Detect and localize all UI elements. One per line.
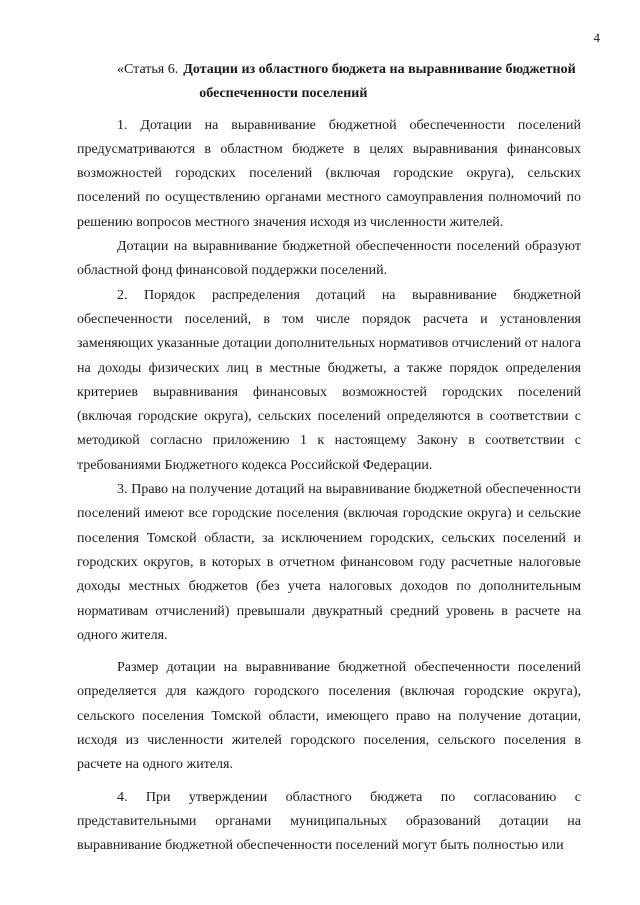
paragraph-3-continuation: Размер дотации на выравнивание бюджетной обеспеченности поселений определяется для каждого городского поселения (включая городские округа), сельского поселения Томской области, имеющего право на получение дотации, исходя из численности жителей городского поселения, сельского поселения в расчете на одного жителя. xyxy=(77,660,581,773)
paragraph-1-continuation: Дотации на выравнивание бюджетной обеспеченности поселений образуют областной фонд финансовой поддержки поселений. xyxy=(77,239,581,279)
article-body xyxy=(77,58,581,859)
paragraph-3: 3. Право на получение дотаций на выравнивание бюджетной обеспеченности поселений имеют все городские поселения (включая городские округа) и сельские поселения Томской области, за исключением городских, сельских поселений и городских округов, в которых в отчетном финансовом году расчетные налоговые доходы местных бюджетов (без учета налоговых доходов по дополнительным нормативам отчислений) превышали двукратный средний уровень в расчете на одного жителя. xyxy=(77,482,581,643)
page-number: 4 xyxy=(593,30,600,45)
article-heading xyxy=(77,58,581,107)
paragraph-4: 4. При утверждении областного бюджета по согласованию с представительными органами муниципальных образований дотации на выравнивание бюджетной обеспеченности поселений могут быть полностью или xyxy=(77,789,581,854)
paragraph-2: 2. Порядок распределения дотаций на выравнивание бюджетной обеспеченности поселений, в том числе порядок расчета и установления заменяющих указанные дотации дополнительных нормативов отчислений от налога на доходы физических лиц в местные бюджеты, а также порядок определения критериев выравнивания финансовых возможностей городских поселений (включая городские округа), сельских поселений определяются в соответствии с методикой согласно приложению 1 к настоящему Закону в соответствии с требованиями Бюджетного кодекса Российской Федерации. xyxy=(77,287,581,473)
article-number: «Статья 6. xyxy=(117,62,179,77)
article-title-line-1: Дотации из областного бюджета на выравнивание бюджетной xyxy=(183,62,576,77)
paragraph-1: 1. Дотации на выравнивание бюджетной обеспеченности поселений предусматриваются в областном бюджете в целях выравнивания финансовых возможностей городских поселений (включая городские округа), сельских поселений по осуществлению органами местного самоуправления полномочий по решению вопросов местного значения исходя из численности жителей. xyxy=(77,117,581,230)
article-title xyxy=(178,58,575,107)
article-title-line-2: обеспеченности поселений xyxy=(199,86,368,102)
